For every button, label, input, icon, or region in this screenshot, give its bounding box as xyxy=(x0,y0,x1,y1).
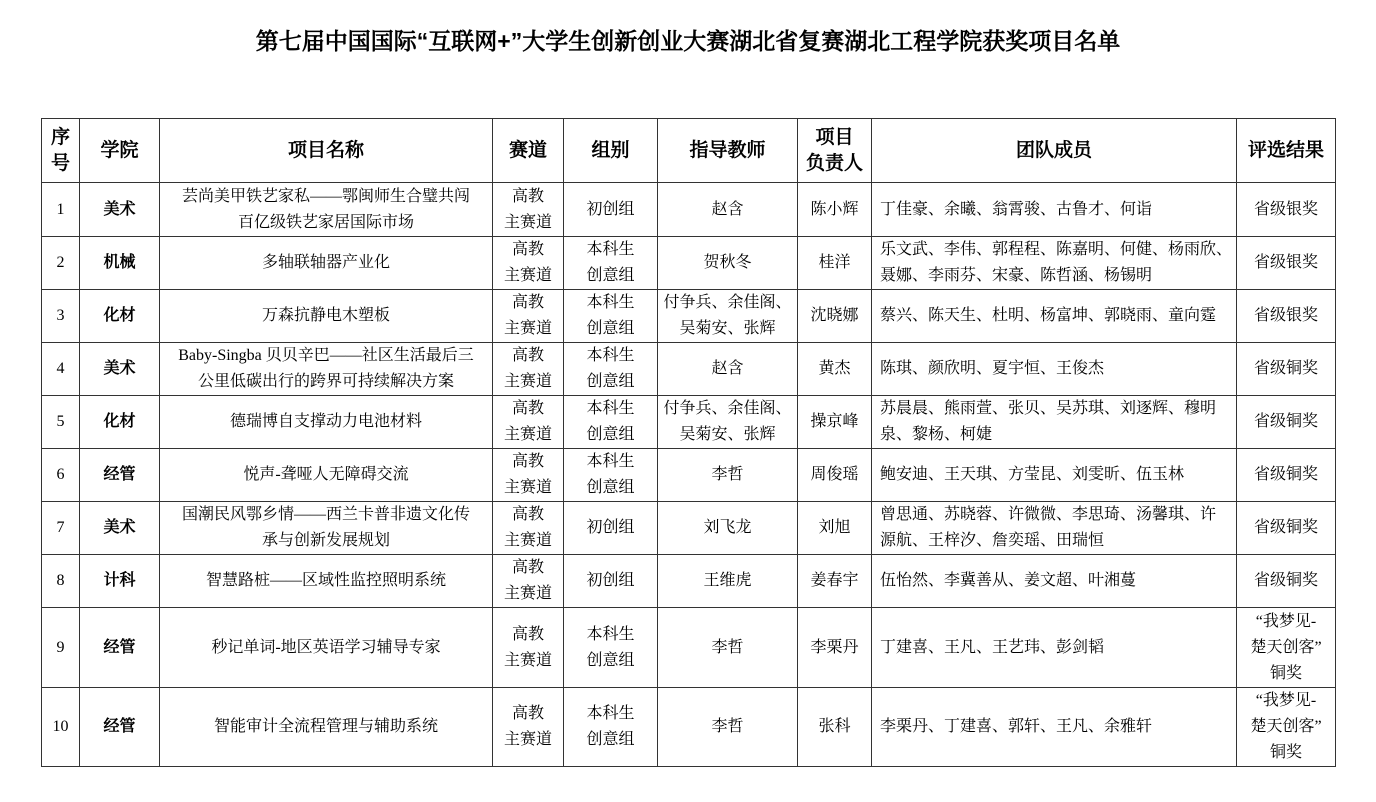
cell-index: 10 xyxy=(42,688,80,767)
cell-college: 美术 xyxy=(80,183,160,237)
cell-advisor: 付争兵、余佳阁、 吴菊安、张辉 xyxy=(658,396,798,449)
cell-index: 1 xyxy=(42,183,80,237)
cell-advisor: 赵含 xyxy=(658,343,798,396)
cell-team-members: 伍怡然、李冀善从、姜文超、叶湘蔓 xyxy=(872,555,1237,608)
table-row-10 xyxy=(42,688,1336,767)
cell-result: 省级银奖 xyxy=(1237,237,1336,290)
cell-advisor: 贺秋冬 xyxy=(658,237,798,290)
cell-team-members: 李栗丹、丁建喜、郭轩、王凡、余雅轩 xyxy=(872,688,1237,767)
cell-project-name: 智慧路桩——区域性监控照明系统 xyxy=(160,555,493,608)
cell-index: 9 xyxy=(42,608,80,688)
cell-college: 经管 xyxy=(80,608,160,688)
cell-project-name: 悦声-聋哑人无障碍交流 xyxy=(160,449,493,502)
cell-college: 化材 xyxy=(80,290,160,343)
cell-track: 高教 主赛道 xyxy=(493,237,564,290)
cell-result: “我梦见- 楚天创客” 铜奖 xyxy=(1237,608,1336,688)
table-row-8 xyxy=(42,555,1336,608)
cell-project-leader: 操京峰 xyxy=(798,396,872,449)
table-row-7 xyxy=(42,502,1336,555)
cell-group: 本科生 创意组 xyxy=(564,608,658,688)
cell-index: 4 xyxy=(42,343,80,396)
cell-team-members: 丁佳豪、余曦、翁霄骏、古鲁才、何诣 xyxy=(872,183,1237,237)
table-row-2 xyxy=(42,237,1336,290)
cell-college: 美术 xyxy=(80,502,160,555)
header-result: 评选结果 xyxy=(1237,119,1336,183)
cell-advisor: 李哲 xyxy=(658,688,798,767)
cell-advisor: 王维虎 xyxy=(658,555,798,608)
cell-project-name: 德瑞博自支撑动力电池材料 xyxy=(160,396,493,449)
page-title: 第七届中国国际“互联网+”大学生创新创业大赛湖北省复赛湖北工程学院获奖项目名单 xyxy=(255,28,1121,54)
cell-team-members: 陈琪、颜欣明、夏宇恒、王俊杰 xyxy=(872,343,1237,396)
cell-advisor: 付争兵、余佳阁、 吴菊安、张辉 xyxy=(658,290,798,343)
cell-college: 化材 xyxy=(80,396,160,449)
cell-group: 本科生 创意组 xyxy=(564,449,658,502)
cell-index: 2 xyxy=(42,237,80,290)
table-row-1 xyxy=(42,183,1336,237)
cell-team-members: 乐文武、李伟、郭程程、陈嘉明、何健、杨雨欣、 聂娜、李雨芬、宋豪、陈哲涵、杨锡明 xyxy=(872,237,1237,290)
cell-result: 省级银奖 xyxy=(1237,183,1336,237)
cell-project-name: 国潮民风鄂乡情——西兰卡普非遗文化传 承与创新发展规划 xyxy=(160,502,493,555)
cell-track: 高教 主赛道 xyxy=(493,555,564,608)
header-project-name: 项目名称 xyxy=(160,119,493,183)
table-row-4 xyxy=(42,343,1336,396)
cell-group: 本科生 创意组 xyxy=(564,290,658,343)
cell-result: 省级铜奖 xyxy=(1237,396,1336,449)
cell-team-members: 曾思通、苏晓蓉、许微微、李思琦、汤馨琪、许 源航、王梓汐、詹奕瑶、田瑞恒 xyxy=(872,502,1237,555)
cell-college: 经管 xyxy=(80,449,160,502)
cell-group: 初创组 xyxy=(564,502,658,555)
header-project-leader: 项目 负责人 xyxy=(798,119,872,183)
cell-track: 高教 主赛道 xyxy=(493,183,564,237)
cell-team-members: 苏晨晨、熊雨萱、张贝、吴苏琪、刘逐辉、穆明 泉、黎杨、柯婕 xyxy=(872,396,1237,449)
cell-group: 本科生 创意组 xyxy=(564,396,658,449)
cell-index: 8 xyxy=(42,555,80,608)
cell-group: 初创组 xyxy=(564,183,658,237)
cell-project-leader: 桂洋 xyxy=(798,237,872,290)
header-team-members: 团队成员 xyxy=(872,119,1237,183)
header-advisor: 指导教师 xyxy=(658,119,798,183)
cell-group: 本科生 创意组 xyxy=(564,237,658,290)
cell-project-leader: 黄杰 xyxy=(798,343,872,396)
cell-track: 高教 主赛道 xyxy=(493,502,564,555)
header-group: 组别 xyxy=(564,119,658,183)
cell-project-leader: 李栗丹 xyxy=(798,608,872,688)
cell-result: 省级铜奖 xyxy=(1237,502,1336,555)
cell-track: 高教 主赛道 xyxy=(493,688,564,767)
cell-college: 机械 xyxy=(80,237,160,290)
cell-advisor: 李哲 xyxy=(658,608,798,688)
cell-project-leader: 陈小辉 xyxy=(798,183,872,237)
cell-index: 6 xyxy=(42,449,80,502)
cell-project-leader: 张科 xyxy=(798,688,872,767)
cell-project-leader: 刘旭 xyxy=(798,502,872,555)
cell-project-name: 芸尚美甲铁艺家私——鄂闽师生合璧共闯 百亿级铁艺家居国际市场 xyxy=(160,183,493,237)
cell-result: 省级铜奖 xyxy=(1237,343,1336,396)
cell-result: 省级铜奖 xyxy=(1237,555,1336,608)
table-row-6 xyxy=(42,449,1336,502)
cell-project-leader: 姜春宇 xyxy=(798,555,872,608)
cell-college: 经管 xyxy=(80,688,160,767)
cell-advisor: 赵含 xyxy=(658,183,798,237)
header-college: 学院 xyxy=(80,119,160,183)
cell-college: 美术 xyxy=(80,343,160,396)
table-row-3 xyxy=(42,290,1336,343)
table-body xyxy=(42,183,1336,767)
cell-track: 高教 主赛道 xyxy=(493,290,564,343)
cell-project-name: Baby-Singba 贝贝辛巴——社区生活最后三 公里低碳出行的跨界可持续解决方案 xyxy=(160,343,493,396)
cell-track: 高教 主赛道 xyxy=(493,396,564,449)
cell-group: 初创组 xyxy=(564,555,658,608)
cell-project-leader: 周俊瑶 xyxy=(798,449,872,502)
table-row-9 xyxy=(42,608,1336,688)
cell-team-members: 丁建喜、王凡、王艺玮、彭剑韬 xyxy=(872,608,1237,688)
cell-project-leader: 沈晓娜 xyxy=(798,290,872,343)
cell-advisor: 刘飞龙 xyxy=(658,502,798,555)
cell-result: 省级铜奖 xyxy=(1237,449,1336,502)
cell-advisor: 李哲 xyxy=(658,449,798,502)
cell-project-name: 多轴联轴器产业化 xyxy=(160,237,493,290)
header-track: 赛道 xyxy=(493,119,564,183)
cell-index: 7 xyxy=(42,502,80,555)
cell-team-members: 蔡兴、陈天生、杜明、杨富坤、郭晓雨、童向霆 xyxy=(872,290,1237,343)
cell-group: 本科生 创意组 xyxy=(564,343,658,396)
table-header xyxy=(42,119,1336,183)
cell-track: 高教 主赛道 xyxy=(493,343,564,396)
cell-project-name: 智能审计全流程管理与辅助系统 xyxy=(160,688,493,767)
cell-project-name: 秒记单词-地区英语学习辅导专家 xyxy=(160,608,493,688)
cell-index: 3 xyxy=(42,290,80,343)
table-row-5 xyxy=(42,396,1336,449)
cell-result: “我梦见- 楚天创客” 铜奖 xyxy=(1237,688,1336,767)
cell-project-name: 万森抗静电木塑板 xyxy=(160,290,493,343)
table-header-row xyxy=(42,119,1336,183)
cell-track: 高教 主赛道 xyxy=(493,449,564,502)
cell-index: 5 xyxy=(42,396,80,449)
cell-team-members: 鲍安迪、王天琪、方莹昆、刘雯昕、伍玉林 xyxy=(872,449,1237,502)
cell-college: 计科 xyxy=(80,555,160,608)
header-index: 序 号 xyxy=(42,119,80,183)
cell-track: 高教 主赛道 xyxy=(493,608,564,688)
awards-table xyxy=(41,118,1336,767)
cell-group: 本科生 创意组 xyxy=(564,688,658,767)
cell-result: 省级银奖 xyxy=(1237,290,1336,343)
